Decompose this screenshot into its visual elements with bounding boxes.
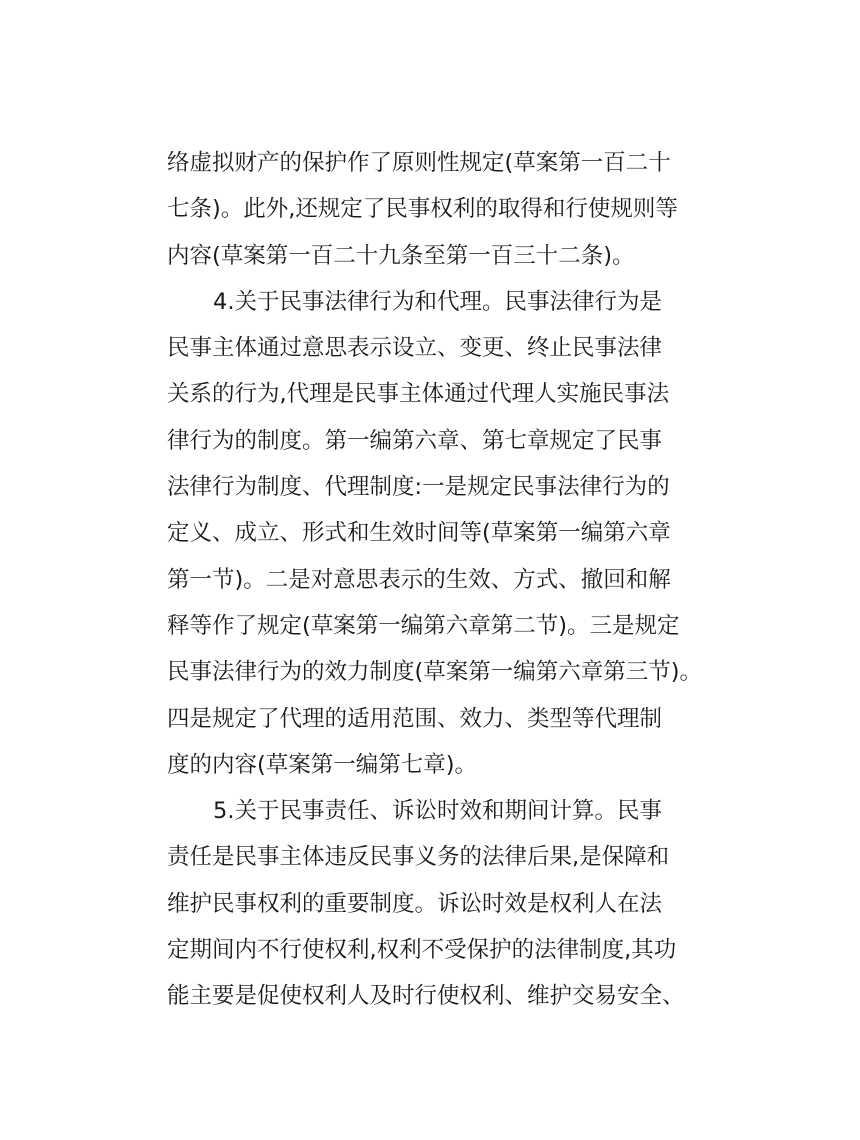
text-line: 络虚拟财产的保护作了原则性规定(草案第一百二十 <box>167 150 671 176</box>
body-text <box>167 140 707 1020</box>
text-line: 责任是民事主体违反民事义务的法律后果,是保障和 <box>167 844 670 871</box>
text-line: 第一节)。二是对意思表示的生效、方式、撤回和解 <box>167 566 671 593</box>
text-line: 法律行为制度、代理制度:一是规定民事法律行为的 <box>167 474 670 501</box>
text-line: 民事法律行为的效力制度(草案第一编第六章第三节)。 <box>167 659 703 686</box>
text-line: 维护民事权利的重要制度。诉讼时效是权利人在法 <box>167 890 663 917</box>
section-heading-4: 4.关于民事法律行为和代理。民事法律行为是 <box>213 288 662 315</box>
text-line: 定期间内不行使权利,权利不受保护的法律制度,其功 <box>167 937 677 964</box>
text-line: 能主要是促使权利人及时行使权利、维护交易安全、 <box>167 983 685 1010</box>
text-line: 民事主体通过意思表示设立、变更、终止民事法律 <box>167 335 663 362</box>
text-line: 关系的行为,代理是民事主体通过代理人实施民事法 <box>167 381 670 408</box>
text-line: 内容(草案第一百二十九条至第一百三十二条)。 <box>167 242 635 269</box>
text-line: 定义、成立、形式和生效时间等(草案第一编第六章 <box>167 520 671 547</box>
text-line: 律行为的制度。第一编第六章、第七章规定了民事 <box>167 427 663 454</box>
text-line: 七条)。此外,还规定了民事权利的取得和行使规则等 <box>167 196 678 223</box>
text-line: 度的内容(草案第一编第七章)。 <box>167 751 478 778</box>
section-heading-5: 5.关于民事责任、诉讼时效和期间计算。民事 <box>213 798 662 825</box>
text-line: 四是规定了代理的适用范围、效力、类型等代理制 <box>167 705 663 732</box>
text-line: 释等作了规定(草案第一编第六章第二节)。三是规定 <box>167 612 680 639</box>
